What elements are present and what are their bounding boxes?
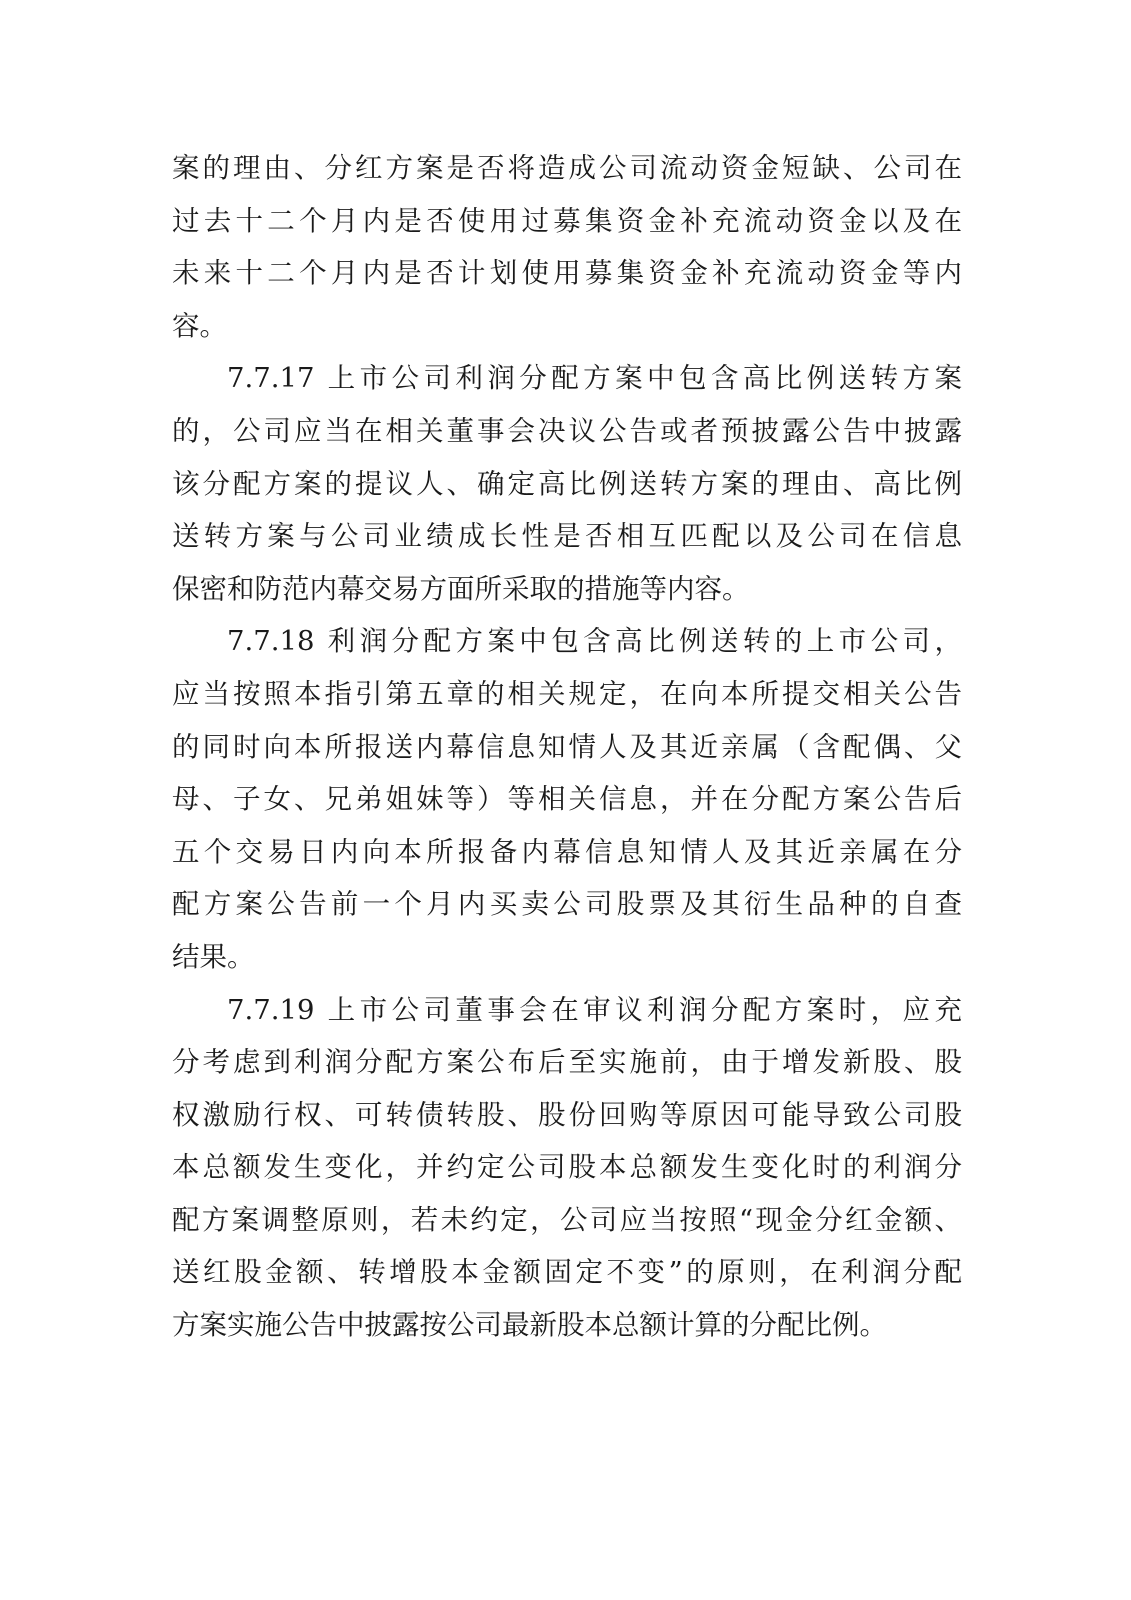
text-line: 容。 (172, 309, 227, 342)
text-line: 分考虑到利润分配方案公布后至实施前，由于增发新股、股 (172, 1046, 962, 1079)
text-line: 配方案公告前一个月内买卖公司股票及其衍生品种的自查 (172, 888, 962, 921)
text-line: 配方案调整原则，若未约定，公司应当按照“现金分红金额、 (172, 1203, 962, 1236)
paragraph-7-7-19 (172, 984, 962, 1352)
text-line: 保密和防范内幕交易方面所采取的措施等内容。 (172, 572, 750, 605)
text-line: 的同时向本所报送内幕信息知情人及其近亲属（含配偶、父 (172, 730, 962, 763)
text-line: 7.7.18 利润分配方案中包含高比例送转的上市公司， (227, 625, 962, 658)
text-line: 送红股金额、转增股本金额固定不变”的原则，在利润分配 (172, 1256, 962, 1289)
paragraph-7-7-17 (172, 352, 962, 615)
text-line: 过去十二个月内是否使用过募集资金补充流动资金以及在 (172, 204, 962, 237)
text-line: 7.7.19 上市公司董事会在审议利润分配方案时，应充 (227, 993, 962, 1026)
text-line: 五个交易日内向本所报备内幕信息知情人及其近亲属在分 (172, 835, 962, 868)
text-line: 该分配方案的提议人、确定高比例送转方案的理由、高比例 (172, 467, 962, 500)
text-line: 本总额发生变化，并约定公司股本总额发生变化时的利润分 (172, 1151, 962, 1184)
text-line: 的，公司应当在相关董事会决议公告或者预披露公告中披露 (172, 414, 962, 447)
text-line: 应当按照本指引第五章的相关规定，在向本所提交相关公告 (172, 677, 962, 710)
text-line: 母、子女、兄弟姐妹等）等相关信息，并在分配方案公告后 (172, 783, 962, 816)
text-line: 案的理由、分红方案是否将造成公司流动资金短缺、公司在 (172, 152, 962, 184)
text-line: 权激励行权、可转债转股、股份回购等原因可能导致公司股 (172, 1098, 962, 1131)
text-line: 结果。 (172, 940, 255, 973)
text-line: 方案实施公告中披露按公司最新股本总额计算的分配比例。 (172, 1309, 887, 1342)
document-body (172, 142, 962, 1352)
text-line: 7.7.17 上市公司利润分配方案中包含高比例送转方案 (227, 362, 962, 395)
text-line: 未来十二个月内是否计划使用募集资金补充流动资金等内 (172, 257, 962, 290)
paragraph-continuation (172, 142, 962, 352)
paragraph-7-7-18 (172, 615, 962, 983)
text-line: 送转方案与公司业绩成长性是否相互匹配以及公司在信息 (172, 520, 962, 553)
